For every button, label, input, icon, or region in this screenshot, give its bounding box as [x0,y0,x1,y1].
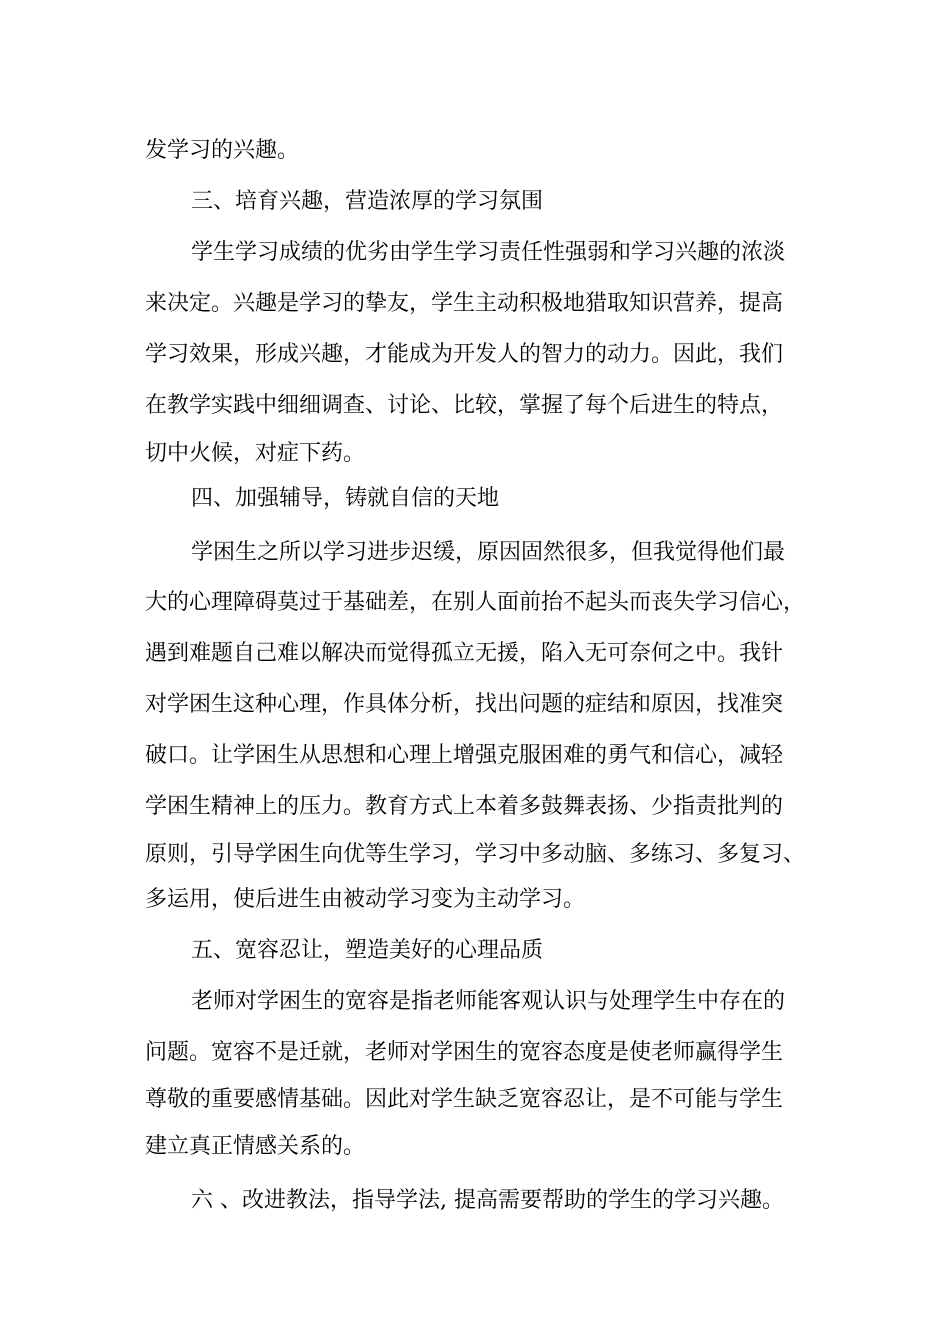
paragraph-line: 学习效果，形成兴趣，才能成为开发人的智力的动力。因此，我们 [145,342,784,367]
section-heading: 四、加强辅导，铸就自信的天地 [191,486,500,511]
paragraph-line: 多运用，使后进生由被动学习变为主动学习。 [145,887,586,912]
paragraph-line: 来决定。兴趣是学习的挚友，学生主动积极地猎取知识营养，提高 [145,291,784,316]
paragraph-line: 老师对学困生的宽容是指老师能客观认识与处理学生中存在的 [191,989,786,1014]
paragraph-line: 建立真正情感关系的。 [145,1134,366,1159]
paragraph-line: 破口。让学困生从思想和心理上增强克服困难的勇气和信心，减轻 [145,743,784,768]
paragraph-line: 在教学实践中细细调查、讨论、比较，掌握了每个后进生的特点， [145,393,784,418]
paragraph-line: 原则，引导学困生向优等生学习，学习中多动脑、多练习、多复习、 [145,842,806,867]
paragraph-line: 学生学习成绩的优劣由学生学习责任性强弱和学习兴趣的浓淡 [191,240,786,265]
paragraph-line: 遇到难题自己难以解决而觉得孤立无援，陷入无可奈何之中。我针 [145,641,784,666]
paragraph-line: 大的心理障碍莫过于基础差，在别人面前抬不起头而丧失学习信心， [145,590,806,615]
paragraph-line: 切中火候，对症下药。 [145,441,366,466]
paragraph-line: 尊敬的重要感情基础。因此对学生缺乏宽容忍让，是不可能与学生 [145,1087,784,1112]
paragraph-line: 对学困生这种心理，作具体分析，找出问题的症结和原因，找准突 [145,692,784,717]
paragraph-line: 发学习的兴趣。 [145,138,300,163]
paragraph-line: 问题。宽容不是迁就，老师对学困生的宽容态度是使老师赢得学生 [145,1040,784,1065]
paragraph-line: 学困生之所以学习进步迟缓，原因固然很多，但我觉得他们最 [191,540,786,565]
paragraph-line: 学困生精神上的压力。教育方式上本着多鼓舞表扬、少指责批判的 [145,794,784,819]
section-heading: 六 、改进教法，指导学法, 提高需要帮助的学生的学习兴趣。 [191,1188,784,1213]
section-heading: 三、培育兴趣，营造浓厚的学习氛围 [191,189,544,214]
section-heading: 五、宽容忍让，塑造美好的心理品质 [191,938,544,963]
